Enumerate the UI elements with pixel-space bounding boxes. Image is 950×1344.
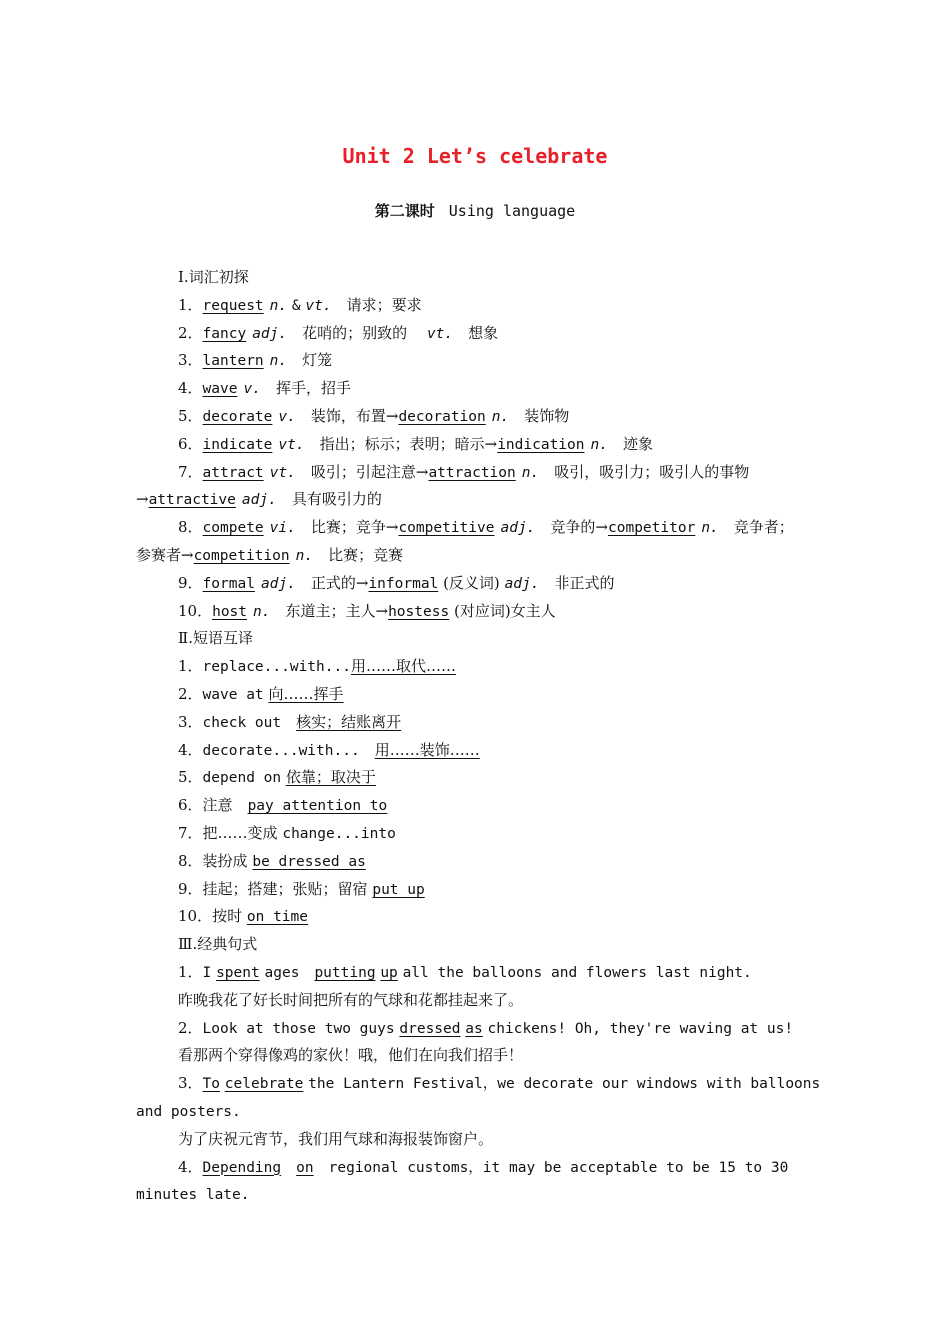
sentence-translation: 看那两个穿得像鸡的家伙！哦，他们在向我们招手！ [178, 1046, 524, 1065]
vocab-item-continued: 参赛者→competition n. 比赛；竞赛 [136, 545, 404, 564]
page-title: Unit 2 Let’s celebrate [342, 144, 608, 168]
vocab-item: 10．host n. 东道主；主人→hostess (对应词)女主人 [178, 601, 556, 620]
phrase-item: 3．check out 核实；结账离开 [178, 712, 402, 731]
sentence-translation: 昨晚我花了好长时间把所有的气球和花都挂起来了。 [178, 990, 524, 1009]
section-heading-phrases: Ⅱ.短语互译 [178, 629, 253, 648]
phrase-item: 8．装扮成 be dressed as [178, 851, 366, 870]
vocab-item: 8．compete vi. 比赛；竞争→competitive adj. 竞争的→competitor n. 竞争者； [178, 518, 794, 537]
subtitle-en: Using language [448, 202, 576, 220]
subtitle-cn: 第二课时 [374, 202, 435, 220]
vocab-item: 3．lantern n. 灯笼 [178, 351, 333, 370]
phrase-item: 7．把……变成 change...into [178, 823, 396, 842]
phrase-item: 2．wave at 向……挥手 [178, 684, 344, 703]
sentence-item: 1．I spent ages putting up all the balloons and flowers last night. [178, 962, 752, 981]
lesson-subtitle [0, 200, 950, 221]
phrase-item: 4．decorate...with... 用……装饰…… [178, 740, 480, 759]
vocab-item: 7．attract vt. 吸引；引起注意→attraction n. 吸引，吸引力；吸引人的事物 [178, 462, 750, 481]
sentence-item: 4．Depending on regional customs，it may be acceptable to be 15 to 30 [178, 1157, 789, 1176]
worksheet-body [136, 264, 821, 1209]
sentence-item-continued: and posters. [136, 1103, 241, 1120]
phrase-item: 10．按时 on time [178, 907, 308, 926]
phrase-item: 6．注意 pay attention to [178, 796, 388, 815]
vocab-item: 6．indicate vt. 指出；标示；表明；暗示→indication n. 迹象 [178, 434, 653, 453]
phrase-item: 9．挂起；搭建；张贴；留宿 put up [178, 879, 425, 898]
phrase-item: 5．depend on 依靠；取决于 [178, 768, 376, 787]
sentence-item-continued: minutes late. [136, 1187, 250, 1204]
vocab-item: 5．decorate v. 装饰，布置→decoration n. 装饰物 [178, 406, 570, 425]
section-heading-sentences: Ⅲ.经典句式 [178, 935, 258, 954]
vocab-item-continued: →attractive adj. 具有吸引力的 [136, 490, 382, 509]
vocab-item: 9．formal adj. 正式的→informal (反义词) adj. 非正式的 [178, 573, 615, 592]
phrase-item: 1．replace...with...用……取代…… [178, 657, 456, 676]
sentence-item: 2．Look at those two guys dressed as chickens! Oh, they're waving at us! [178, 1018, 794, 1037]
vocab-item: 4．wave v. 挥手，招手 [178, 379, 351, 398]
sentence-item: 3．To celebrate the Lantern Festival，we decorate our windows with balloons [178, 1074, 821, 1093]
sentence-translation: 为了庆祝元宵节，我们用气球和海报装饰窗户。 [178, 1129, 494, 1148]
vocab-item: 2．fancy adj. 花哨的；别致的 vt. 想象 [178, 323, 499, 342]
vocab-item: 1．request n. & vt. 请求；要求 [178, 295, 422, 314]
section-heading-vocab: Ⅰ.词汇初探 [178, 268, 249, 286]
